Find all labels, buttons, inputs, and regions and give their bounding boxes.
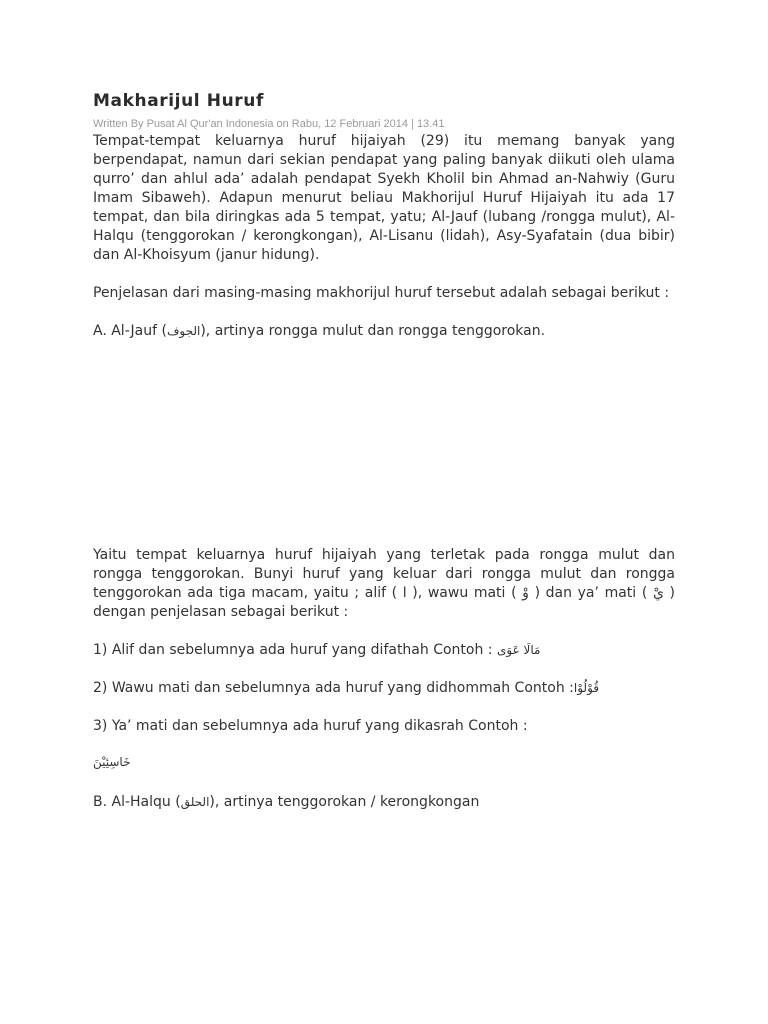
item-3-arabic: خَاسِئِيْنَ <box>93 755 131 769</box>
section-b-arabic: الحلق <box>180 795 210 809</box>
item-1-arabic: مَالَا عَوَى <box>496 643 541 657</box>
article-byline: Written By Pusat Al Qur'an Indonesia on Rabu, 12 Februari 2014 | 13.41 <box>93 118 445 130</box>
section-a-suffix: ), artinya rongga mulut dan rongga tenggorokan. <box>200 323 546 339</box>
section-a-prefix: A. Al-Jauf ( <box>93 323 167 339</box>
intro-paragraph: Tempat-tempat keluarnya huruf hijaiyah (29) itu memang banyak yang berpendapat, namun dari sekian pendapat yang paling banyak diikuti oleh ulama qurro’ dan ahlul ada’ adalah pendapat Syekh Kholil bin Ahmad an-Nahwiy (Guru Imam Sibaweh). Adapun menurut beliau Makhorijul Huruf Hijaiyah itu ada 17 tempat, dan bila diringkas ada 5 tempat, yatu; Al-Jauf (lubang /rongga mulut), Al-Halqu (tenggorokan / kerongkongan), Al-Lisanu (lidah), Asy-Syafatain (dua bibir) dan Al-Khoisyum (janur hidung). <box>93 133 675 263</box>
section-b-prefix: B. Al-Halqu ( <box>93 794 181 810</box>
item-3-text: 3) Ya’ mati dan sebelumnya ada huruf yang dikasrah Contoh : <box>93 718 528 734</box>
section-a-heading <box>93 322 675 341</box>
item-3 <box>93 717 675 736</box>
item-2-arabic: قُوْلُوْا <box>573 681 599 695</box>
article-title: Makharijul Huruf <box>93 91 264 111</box>
item-1-text: 1) Alif dan sebelumnya ada huruf yang difathah Contoh : <box>93 642 497 658</box>
article <box>93 90 675 812</box>
item-2 <box>93 679 675 698</box>
figure-placeholder <box>93 341 675 546</box>
jauf-description: Yaitu tempat keluarnya huruf hijaiyah yang terletak pada rongga mulut dan rongga tenggorokan. Bunyi huruf yang keluar dari rongga mulut dan rongga tenggorokan ada tiga macam, yaitu ; alif ( ا ), wawu mati ( وْ ) dan ya’ mati ( يْ ) dengan penjelasan sebagai berikut : <box>93 547 676 620</box>
section-a-arabic: الجوف <box>166 324 201 338</box>
item-3-example <box>93 755 675 774</box>
item-2-text: 2) Wawu mati dan sebelumnya ada huruf yang didhommah Contoh : <box>93 680 574 696</box>
section-b-heading <box>93 793 675 812</box>
item-1 <box>93 641 675 660</box>
explanation-paragraph: Penjelasan dari masing-masing makhorijul huruf tersebut adalah sebagai berikut : <box>93 285 670 301</box>
section-b-suffix: ), artinya tenggorokan / kerongkongan <box>209 794 480 810</box>
